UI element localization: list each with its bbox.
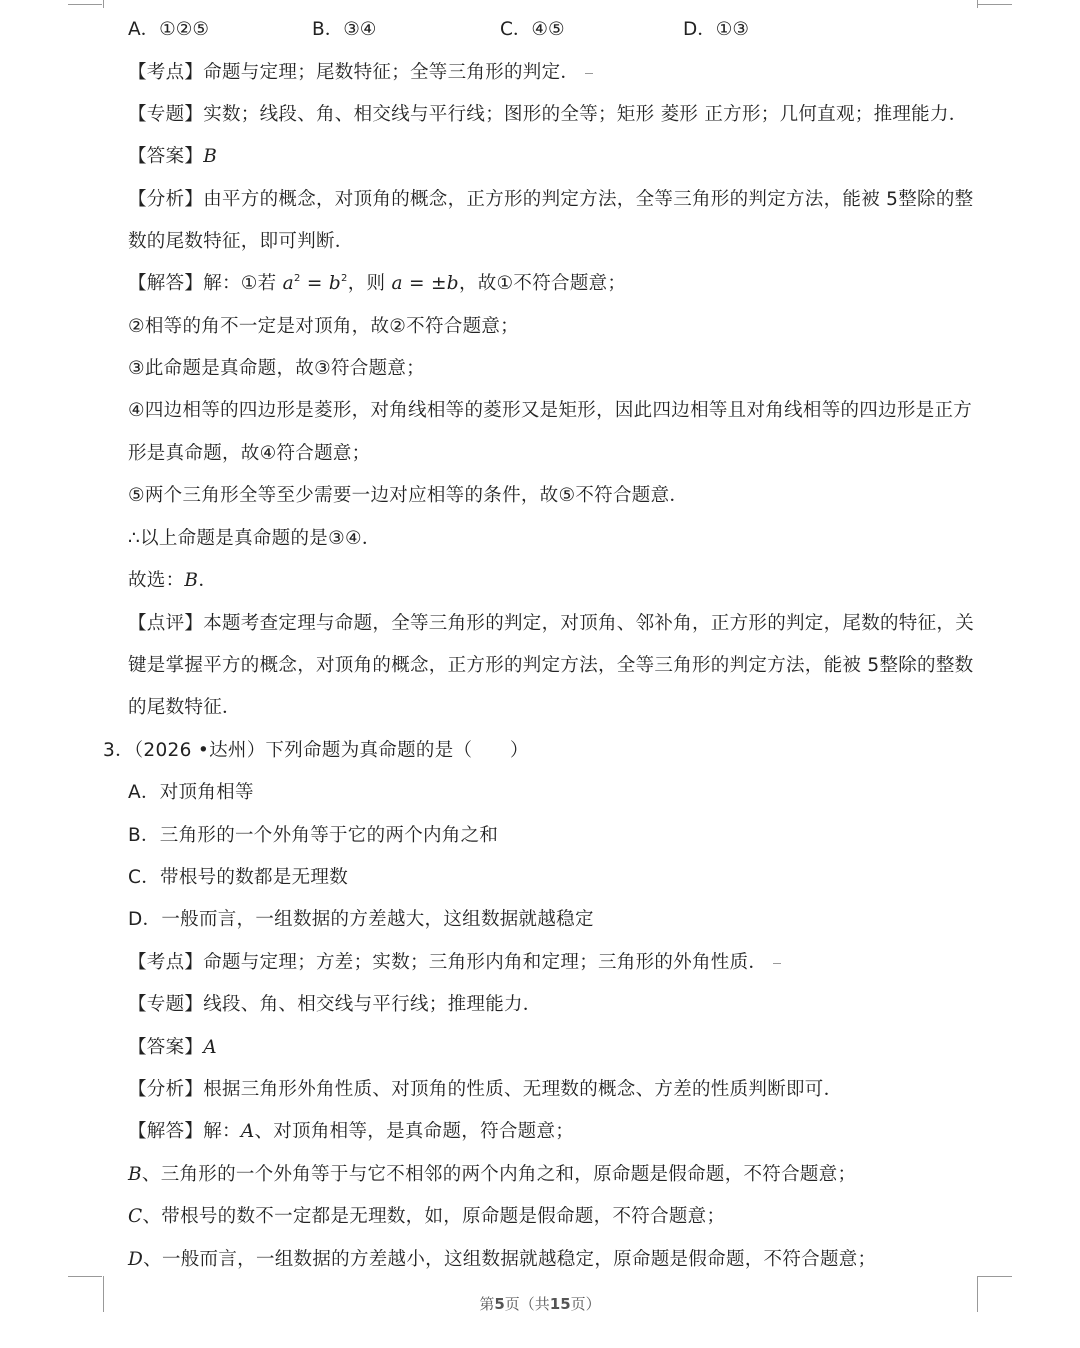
kaodian-line: 【考点】命题与定理；尾数特征；全等三角形的判定． — [128, 61, 593, 85]
q3-solution-line-b: B、三角形的一个外角等于与它不相邻的两个内角之和，原命题是假命题，不符合题意； — [128, 1164, 857, 1185]
crop-mark — [978, 1276, 1012, 1277]
solution-line-4b: 形是真命题，故④符合题意； — [128, 443, 371, 464]
solution-line-4a: ④四边相等的四边形是菱形，对角线相等的菱形又是矩形，因此四边相等且对角线相等的四边形是正方 — [128, 400, 973, 421]
page-number: 5 — [494, 1295, 505, 1313]
option-d: D．①③ — [683, 19, 749, 40]
q3-option-c: C．带根号的数都是无理数 — [128, 867, 349, 888]
comment-line-3: 的尾数特征． — [128, 697, 241, 718]
page-footer: 第5页（共15页） — [479, 1295, 601, 1313]
choice-line: 故选：B． — [128, 570, 218, 591]
analysis-line-2: 数的尾数特征，即可判断． — [128, 231, 354, 252]
option-c: C．④⑤ — [500, 19, 565, 40]
answer-value: B — [203, 146, 218, 167]
solution-line-5: ⑤两个三角形全等至少需要一边对应相等的条件，故⑤不符合题意． — [128, 485, 689, 506]
q3-kaodian-line: 【考点】命题与定理；方差；实数；三角形内角和定理；三角形的外角性质． — [128, 951, 781, 975]
solution-line-1: 【解答】解：①若 $a^2 = b^2$，则 a = ±b，故①不符合题意； — [128, 273, 627, 294]
q3-answer-line: 【答案】A — [128, 1037, 217, 1058]
comment-line-1: 【点评】本题考查定理与命题，全等三角形的判定，对顶角、邻补角，正方形的判定，尾数的特征，关 — [128, 613, 975, 634]
crop-mark — [68, 1276, 102, 1277]
underline-mark — [773, 963, 781, 964]
zhuanti-line: 【专题】实数；线段、角、相交线与平行线；图形的全等；矩形 菱形 正方形；几何直观；推理能力． — [128, 104, 968, 125]
answer-line: 【答案】B — [128, 146, 218, 167]
q3-solution-line-a: 【解答】解：A、对顶角相等，是真命题，符合题意； — [128, 1121, 575, 1142]
q3-zhuanti-line: 【专题】线段、角、相交线与平行线；推理能力． — [128, 994, 542, 1015]
solution-line-2: ②相等的角不一定是对顶角，故②不符合题意； — [128, 316, 519, 337]
solution-line-3: ③此命题是真命题，故③符合题意； — [128, 358, 425, 379]
q3-solution-line-d: D、一般而言，一组数据的方差越小，这组数据就越稳定，原命题是假命题，不符合题意； — [128, 1249, 877, 1270]
underline-mark — [585, 73, 593, 74]
analysis-line-1: 【分析】由平方的概念，对顶角的概念，正方形的判定方法，全等三角形的判定方法，能被 5整除的整 — [128, 189, 974, 210]
page-total: 15 — [549, 1295, 571, 1313]
crop-mark — [68, 4, 102, 5]
crop-mark — [103, 0, 104, 8]
option-b: B．③④ — [312, 19, 377, 40]
q3-solution-line-c: C、带根号的数不一定都是无理数，如，原命题是假命题，不符合题意； — [128, 1206, 726, 1227]
crop-mark — [978, 4, 1012, 5]
q3-option-a: A．对顶角相等 — [128, 782, 254, 803]
q3-answer-value: A — [203, 1037, 217, 1058]
option-a: A．①②⑤ — [128, 19, 209, 40]
q3-option-d: D．一般而言，一组数据的方差越大，这组数据就越稳定 — [128, 909, 594, 930]
q3-analysis-line: 【分析】根据三角形外角性质、对顶角的性质、无理数的概念、方差的性质判断即可． — [128, 1079, 843, 1100]
therefore-line: ∴以上命题是真命题的是③④． — [128, 528, 381, 549]
comment-line-2: 键是掌握平方的概念，对顶角的概念，正方形的判定方法，全等三角形的判定方法，能被 5整除的整数 — [128, 655, 974, 676]
question-3-stem: 3．（2026 •达州）下列命题为真命题的是（ ） — [103, 740, 529, 761]
q3-option-b: B．三角形的一个外角等于它的两个内角之和 — [128, 825, 499, 846]
